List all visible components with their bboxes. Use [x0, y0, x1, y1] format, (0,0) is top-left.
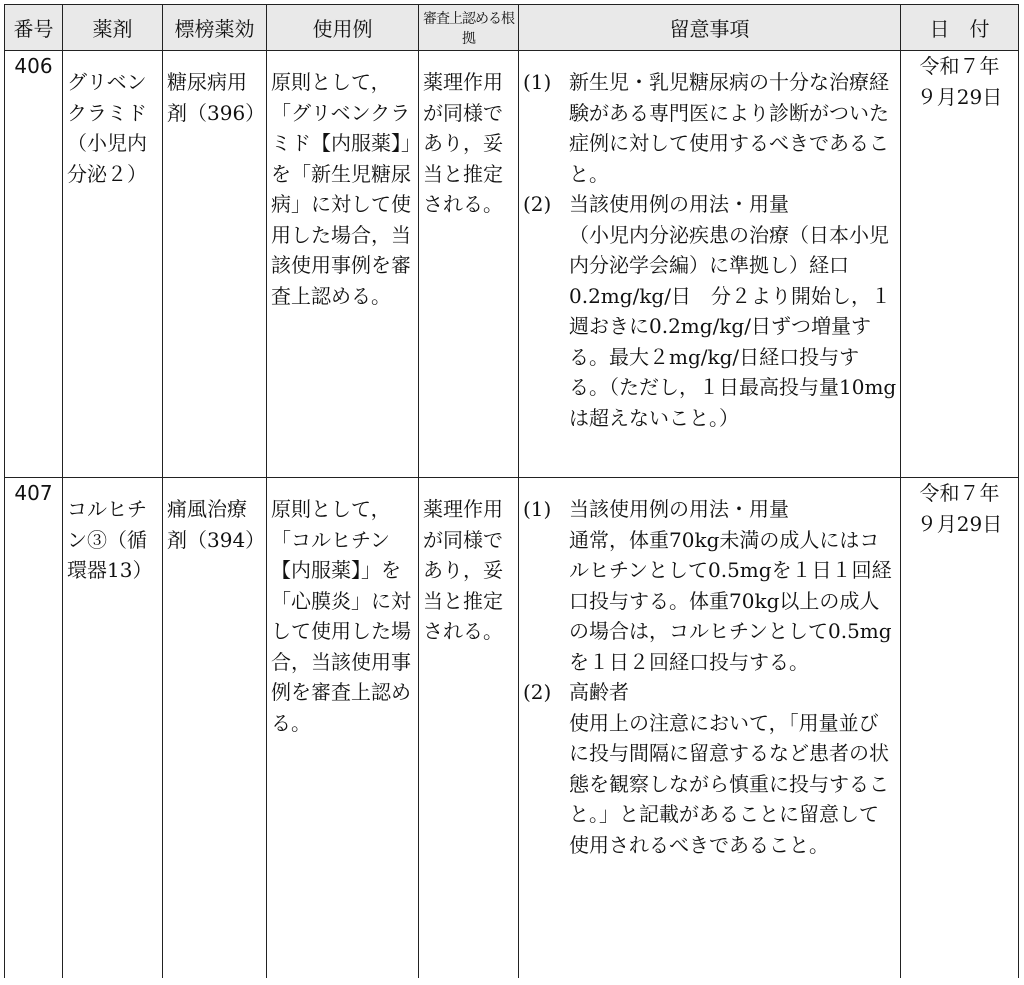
notes-list: [519, 478, 900, 860]
date-month-day: ９月29日: [916, 84, 1003, 109]
note-marker: (2): [523, 192, 552, 216]
drug-name: コルヒチン③（循環器13）: [67, 497, 153, 582]
efficacy-cell: [163, 478, 267, 979]
header-notes: 留意事項: [519, 5, 901, 51]
note-item: [523, 494, 897, 525]
basis-text: 薬理作用が同様であり，妥当と推定される。: [423, 70, 503, 216]
note-body: 使用上の注意において，「用量並びに投与間隔に留意するなど患者の状態を観察しながら慎重に投与すること。」と記載があることに留意して使用されるべきであること。: [569, 710, 889, 857]
drug-cell: [63, 51, 163, 478]
example-cell: [267, 51, 419, 478]
header-example: 使用例: [267, 5, 419, 51]
header-row: [5, 5, 1019, 51]
date-cell: [901, 51, 1019, 478]
header-efficacy: 標榜薬効: [163, 5, 267, 51]
notes-cell: [519, 51, 901, 478]
note-marker: (2): [523, 680, 552, 704]
notes-cell: [519, 478, 901, 979]
usage-example-text: 原則として，「グリベンクラミド【内服薬】」を「新生児糖尿病」に対して使用した場合，当該使用事例を審査上認める。: [271, 70, 411, 308]
date-month-day: ９月29日: [916, 511, 1003, 536]
drug-review-table: [4, 4, 1019, 978]
drug-cell: [63, 478, 163, 979]
note-title: 当該使用例の用法・用量: [569, 497, 789, 521]
note-item: [523, 677, 897, 708]
efficacy-text: 糖尿病用剤（396）: [167, 70, 266, 125]
drug-name: グリベンクラミド（小児内分泌２）: [67, 70, 147, 186]
note-title: 高齢者: [569, 680, 629, 704]
efficacy-text: 痛風治療剤（394）: [167, 497, 266, 552]
note-marker: (1): [523, 497, 552, 521]
row-number: 407: [5, 478, 63, 979]
usage-example-text: 原則として，「コルヒチン【内服薬】」を「心膜炎」に対して使用した場合，当該使用事例を審査上認める。: [271, 497, 411, 735]
note-item: [523, 67, 897, 189]
table-row: [5, 478, 1019, 979]
notes-list: [519, 51, 900, 433]
basis-cell: [419, 478, 519, 979]
date-era-year: 令和７年: [919, 481, 1000, 505]
header-no: 番号: [5, 5, 63, 51]
note-item: [523, 189, 897, 220]
note-title: 新生児・乳児糖尿病の十分な治療経験がある専門医により診断がついた症例に対して使用するべきであること。: [569, 70, 889, 186]
note-marker: (1): [523, 70, 552, 94]
note-title: 当該使用例の用法・用量: [569, 192, 789, 216]
row-number: 406: [5, 51, 63, 478]
basis-text: 薬理作用が同様であり，妥当と推定される。: [423, 497, 503, 643]
table-row: [5, 51, 1019, 478]
header-date: 日 付: [901, 5, 1019, 51]
date-era-year: 令和７年: [919, 54, 1000, 78]
header-drug: 薬剤: [63, 5, 163, 51]
efficacy-cell: [163, 51, 267, 478]
header-basis: 審査上認める根拠: [419, 5, 519, 51]
note-body: （小児内分泌疾患の治療（日本小児内分泌学会編）に準拠し）経口0.2mg/kg/日 分２より開始し，１週おきに0.2mg/kg/日ずつ増量する。最大２mg/kg/日経口投与する。（ただし，１日最高投与量10mgは超えないこと。）: [569, 222, 897, 430]
basis-cell: [419, 51, 519, 478]
note-body: 通常，体重70kg未満の成人にはコルヒチンとして0.5mgを１日１回経口投与する。体重70kg以上の成人の場合は，コルヒチンとして0.5mgを１日２回経口投与する。: [569, 527, 892, 674]
date-cell: [901, 478, 1019, 979]
example-cell: [267, 478, 419, 979]
